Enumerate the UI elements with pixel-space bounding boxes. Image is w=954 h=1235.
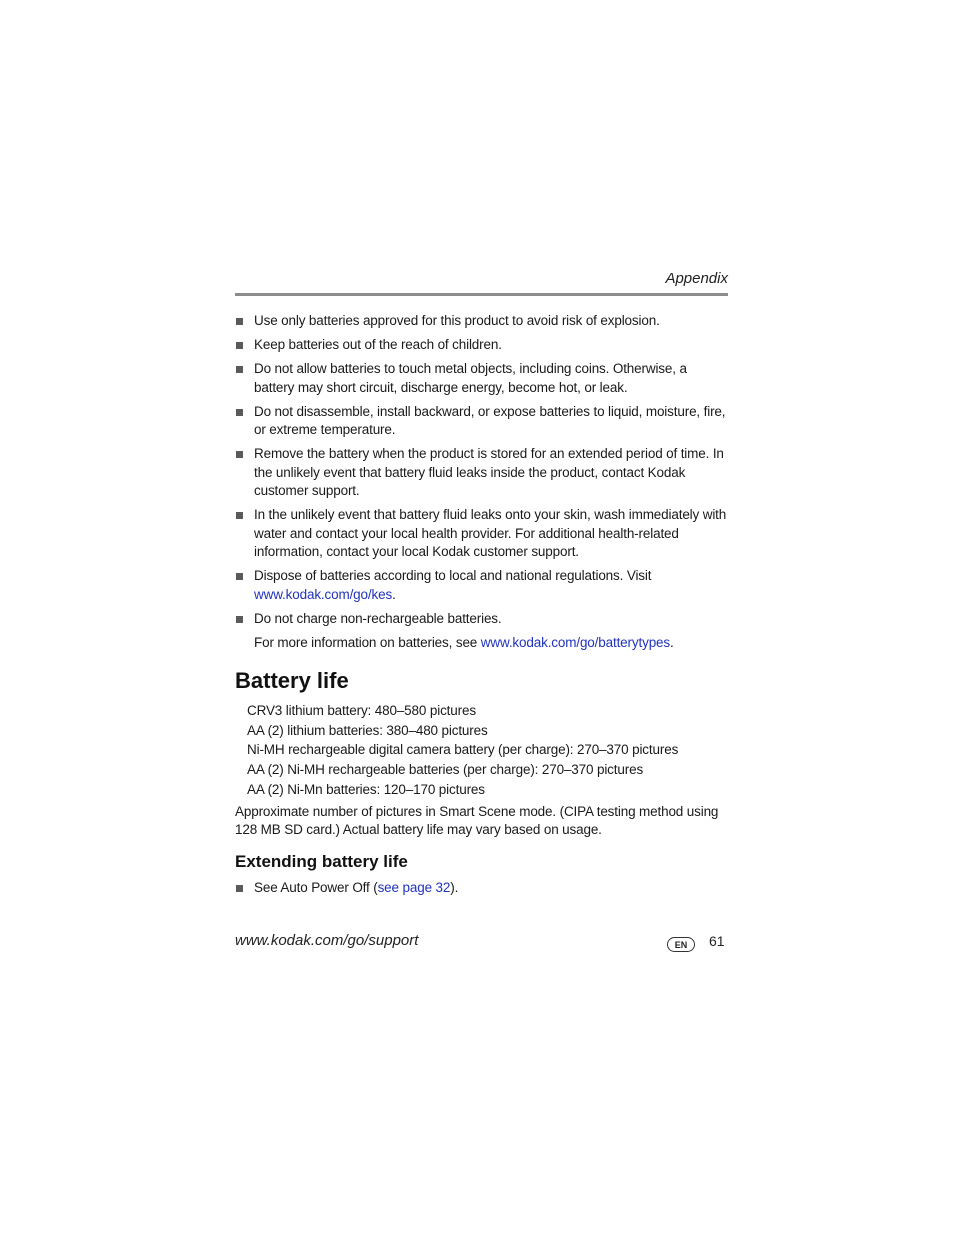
list-item: Keep batteries out of the reach of children.: [235, 336, 728, 355]
square-bullet-icon: [236, 409, 243, 416]
safety-bullet-list: [235, 312, 728, 628]
square-bullet-icon: [236, 616, 243, 623]
list-item: Ni-MH rechargeable digital camera battery (per charge): 270–370 pictures: [247, 742, 679, 758]
list-item: Remove the battery when the product is stored for an extended period of time. In the unlikely event that battery fluid leaks inside the product, contact Kodak customer support.: [235, 445, 728, 501]
extending-battery-life-heading: Extending battery life: [235, 851, 408, 871]
running-header: Appendix: [665, 270, 728, 287]
square-bullet-icon: [236, 366, 243, 373]
list-item: Do not charge non-rechargeable batteries.: [235, 610, 728, 629]
page-footer: [235, 930, 728, 954]
battery-life-heading: Battery life: [235, 668, 349, 693]
header-rule: [235, 293, 728, 296]
support-url: www.kodak.com/go/support: [235, 932, 419, 949]
square-bullet-icon: [236, 573, 243, 580]
list-item: See Auto Power Off (see page 32).: [235, 879, 728, 898]
list-item: Dispose of batteries according to local and national regulations. Visit www.kodak.com/go/kes.: [235, 567, 728, 604]
square-bullet-icon: [236, 318, 243, 325]
square-bullet-icon: [236, 885, 243, 892]
square-bullet-icon: [236, 512, 243, 519]
list-item: AA (2) Ni-MH rechargeable batteries (per charge): 270–370 pictures: [247, 762, 644, 778]
list-item: In the unlikely event that battery fluid leaks onto your skin, wash immediately with water and contact your local health provider. For additional health-related information, contact your local Kodak customer support.: [235, 506, 728, 562]
list-item: AA (2) lithium batteries: 380–480 pictures: [247, 722, 488, 738]
page-content: [235, 312, 728, 903]
square-bullet-icon: [236, 342, 243, 349]
battery-types-link[interactable]: www.kodak.com/go/batterytypes: [480, 634, 671, 650]
page-number: 61: [709, 933, 725, 949]
more-info-paragraph: For more information on batteries, see www.kodak.com/go/batterytypes.: [254, 634, 674, 650]
list-item: AA (2) Ni-Mn batteries: 120–170 pictures: [247, 781, 485, 797]
battery-life-note: Approximate number of pictures in Smart Scene mode. (CIPA testing method using 128 MB SD card.) Actual battery life may vary based on usage.: [235, 803, 719, 838]
kes-link[interactable]: www.kodak.com/go/kes: [254, 586, 393, 602]
list-item: Do not disassemble, install backward, or expose batteries to liquid, moisture, fire, or extreme temperature.: [235, 403, 728, 440]
list-item: Use only batteries approved for this product to avoid risk of explosion.: [235, 312, 728, 331]
extending-bullet-list: [235, 879, 728, 898]
list-item: Do not allow batteries to touch metal objects, including coins. Otherwise, a battery may short circuit, discharge energy, become hot, or leak.: [235, 360, 728, 397]
language-badge: EN: [667, 937, 695, 952]
see-page-32-link[interactable]: see page 32: [377, 879, 451, 895]
list-item: CRV3 lithium battery: 480–580 pictures: [247, 703, 476, 718]
square-bullet-icon: [236, 451, 243, 458]
battery-life-list: [235, 701, 728, 800]
